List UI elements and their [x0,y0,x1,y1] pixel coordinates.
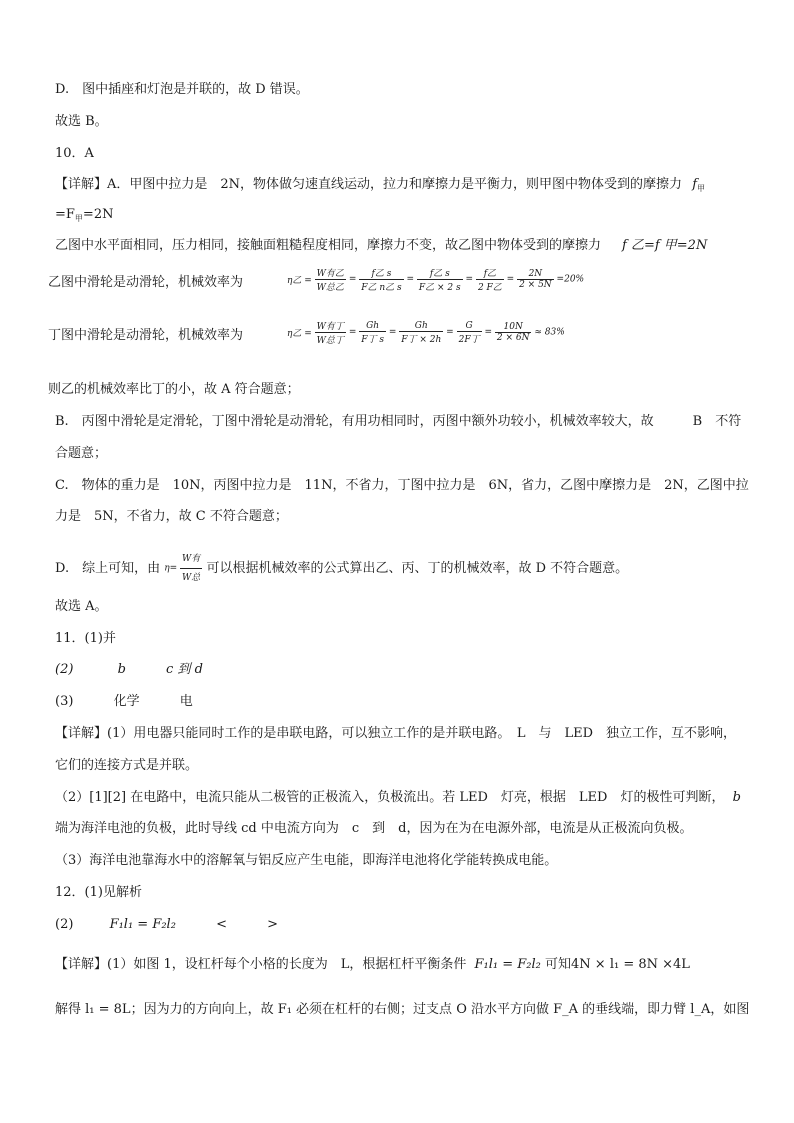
text-span: 【详解】A．甲图中拉力是 2N，物体做匀速直线运动，拉力和摩擦力是平衡力，则甲图中物体受到的摩擦力 [55,177,683,192]
text-span: (2) [55,917,74,932]
text-line: 【详解】(1）用电器只能同时工作的是串联电路，可以独立工作的是并联电路。 L 与 LED 独立工作，互不影响， [55,726,737,741]
subscript: 甲 [697,184,705,193]
text-line: 故选 B。 [55,114,108,129]
variable: f [692,177,697,192]
formula: F₁l₁ = F₂l₂ [474,957,541,972]
text-span: =2N [82,207,114,222]
fraction: $\frac{\text{f乙}}{\text{2 F乙}}$ [476,266,504,293]
question-number: 11．(1)并 [55,631,116,646]
subscript: 甲 [74,214,83,223]
fraction: $\frac{G}{\text{2F丁}}$ [458,320,480,345]
answer: b [117,662,126,677]
formula: 可知4N × l₁ = 8N ×4L [545,957,690,972]
text-line: 解得 l₁ = 8L；因为力的方向向上，故 F₁ 必须在杠杆的右侧；过支点 O 沿水平方向做 F_A 的垂线端，即力臂 l_A，如图 [55,1002,750,1017]
fraction: $\frac{Gh}{\text{F丁 × 2h}}$ [401,320,442,345]
text-line [55,789,741,807]
text-line: 乙图中滑轮是动滑轮，机械效率为 [48,275,244,290]
text-line: 乙图中水平面相同，压力相同，接触面粗糙程度相同，摩擦力不变，故乙图中物体受到的摩擦力 [55,238,602,253]
fraction: $\frac{Gh}{\text{F丁 s}}$ [361,320,384,345]
question-number: 12．(1)见解析 [55,885,142,900]
text-line: 端为海洋电池的负极，此时导线 cd 中电流方向为 c 到 d，因为在为在电源外部，电流是从正极流向负极。 [55,821,693,836]
fraction: $\frac{10N}{2 \times 6N}$ [496,322,530,343]
text-line: D. 图中插座和灯泡是并联的，故 D 错误。 [55,82,309,97]
answer: 化学 [113,694,140,709]
text-span: 【详解】(1）如图 1，设杠杆每个小格的长度为 L，根据杠杆平衡条件 [55,957,467,972]
fraction: $\frac{2N}{2 \times 5N}$ [519,269,552,290]
text-line: C. 物体的重力是 10N，丙图中拉力是 11N，不省力，丁图中拉力是 6N，省力，乙图中摩擦力是 2N，乙图中拉 [55,478,749,493]
text-line [55,550,628,587]
text-line: 合题意； [55,446,108,461]
answer: 电 [179,694,193,709]
text-line: 则乙的机械效率比丁的小，故 A 符合题意； [48,382,300,397]
text-span: 可以根据机械效率的公式算出乙、丙、丁的机械效率，故 D 不符合题意。 [206,561,629,576]
efficiency-equation-yi: η乙 = $\frac{\text{W有乙}}{\text{W总乙}}$ = $\frac{\text{f乙 s}}{\text{F乙 n乙 s}}$ = $\frac{\text{f乙 s}}{\text{F乙 × 2 s}}$ = $\frac{\text{f乙}}{\text{2 F乙}}$ = $\frac{2N}{2 \times 5N}$ =20% [287,266,584,293]
formula: F₁l₁ = F₂l₂ [109,917,176,932]
fraction: $\frac{\text{f乙 s}}{\text{F乙 n乙 s}}$ [359,266,403,293]
text-span: (2) [55,662,74,677]
text-line [55,693,193,711]
eq-lhs: η乙 = [287,329,312,339]
formula: f 乙=f 甲=2N [622,238,708,253]
efficiency-equation-ding: η乙 = $\frac{\text{W有丁}}{\text{W总丁}}$ = $\frac{Gh}{\text{F丁 s}}$ = $\frac{Gh}{\text{F丁 × 2h}}$ = $\frac{G}{\text{2F丁}}$ = $\frac{10N}{2 \times 6N}$ ≈ 83% [287,320,565,346]
fraction: $\frac{\text{W有乙}}{\text{W总乙}}$ [315,266,346,293]
eq-result: ≈ 83% [534,327,565,338]
text-span: （2）[1][2] 在电路中，电流只能从二极管的正极流入，负极流出。若 LED 灯亮，根据 LED 灯的极性可判断， [55,790,725,805]
text-line [55,956,690,974]
text-span: (3) [55,694,74,709]
variable: b [732,790,741,805]
text-line [55,916,278,934]
text-line [55,661,203,679]
text-line: 力是 5N，不省力，故 C 不符合题意； [55,509,288,524]
answer: < [216,917,227,932]
text-line: 丁图中滑轮是动滑轮，机械效率为 [48,328,244,343]
text-span: D. 综上可知，由 [55,561,161,576]
answer: > [267,917,279,932]
fraction: $\frac{\text{f乙 s}}{\text{F乙 × 2 s}}$ [417,266,463,293]
text-line: 故选 A。 [55,599,108,614]
fraction: $\frac{\text{W有丁}}{\text{W总丁}}$ [315,319,346,346]
text-line: （3）海洋电池靠海水中的溶解氧与铝反应产生电能，即海洋电池将化学能转换成电能。 [55,853,558,868]
text-span: =F [55,207,75,222]
text-line: 它们的连接方式是并联。 [55,758,199,773]
text-line: B. 丙图中滑轮是定滑轮，丁图中滑轮是动滑轮，有用功相同时，丙图中额外功较小，机械效率较大，故 B 不符 [55,414,742,429]
efficiency-formula: η= $\frac{\text{W有}}{\text{W总}}$ [164,550,202,587]
eq-lhs: η乙 = [287,276,312,286]
eq-result: =20% [556,274,585,285]
text-line [55,176,705,198]
question-number: 10．A [55,146,94,161]
text-line [55,206,113,228]
answer: c 到 d [166,662,203,677]
